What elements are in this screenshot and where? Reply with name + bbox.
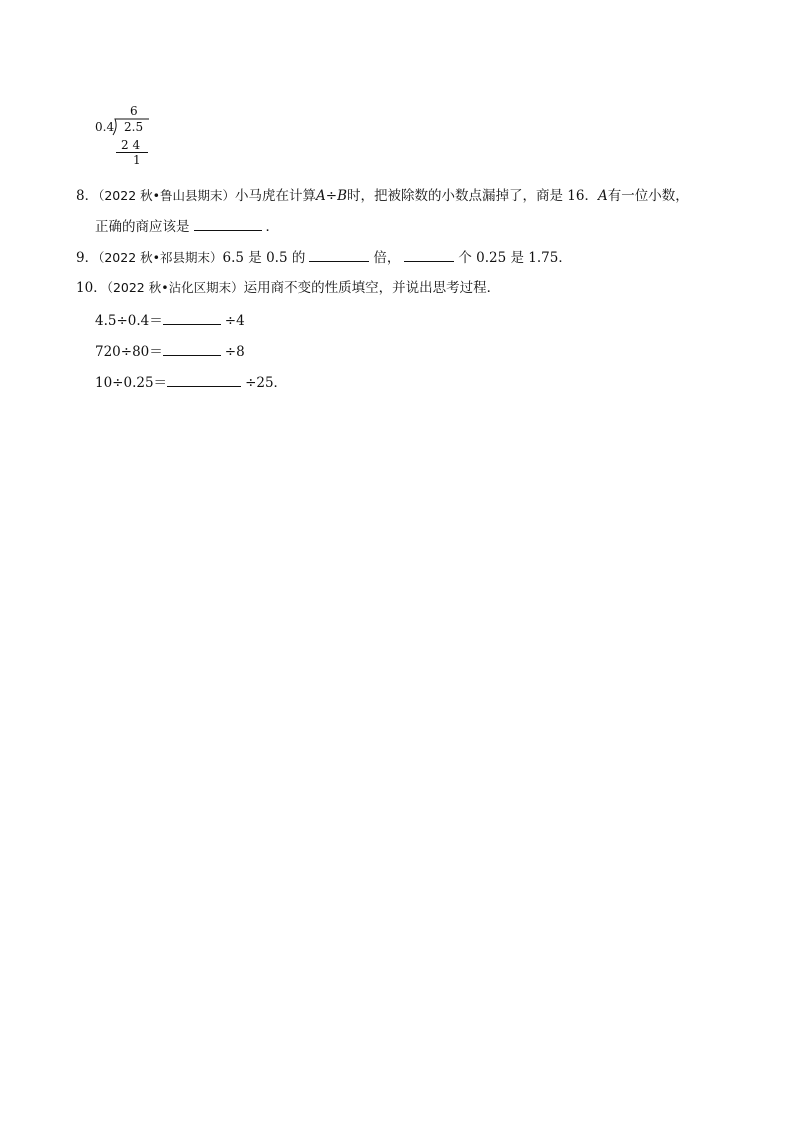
product: 2 4 [121,138,141,152]
question-number: 9 [76,250,85,266]
answer-blank[interactable] [163,311,221,325]
question-9: 9．（2022 秋•祁县期末）6.5 是 0.5 的 倍， 个 0.25 是 1.75． [76,250,572,266]
answer-blank[interactable] [163,342,221,356]
question-10-item-3: 10÷0.25＝ ÷25． [95,375,288,391]
question-text: 时，把被除数的小数点漏掉了，商是 16． [347,188,598,204]
question-text: 个 0.25 是 1.75． [458,250,572,266]
question-source: （2022 秋•沾化区期末） [106,280,244,295]
quotient: 6 [130,104,138,118]
question-number: 8 [76,188,85,204]
question-8-line-2: 正确的商应该是 ． [95,219,279,235]
question-text: 6.5 是 0.5 的 [222,250,306,266]
remainder: 1 [133,153,141,167]
variable-a: A [316,188,326,204]
subtraction-line [116,152,148,153]
variable-a: A [597,188,608,204]
answer-blank[interactable] [167,373,241,387]
division-sign: ÷ [325,188,338,204]
question-10-item-2: 720÷80＝ ÷8 [95,344,245,360]
dividend: 2.5 [124,120,144,134]
question-8-line-1: 8．（2022 秋•鲁山县期末）小马虎在计算A÷B时，把被除数的小数点漏掉了，商是 16．A有一位小数， [76,188,689,204]
question-10-item-1: 4.5÷0.4＝ ÷4 [95,313,245,329]
question-text: 运用商不变的性质填空，并说出思考过程． [243,280,501,296]
question-text: 正确的商应该是 [95,219,190,235]
divisor: 0.4 [95,120,115,134]
question-text: 有一位小数， [607,188,689,204]
variable-b: B [337,188,347,204]
question-text: 倍， [373,250,401,266]
answer-blank[interactable] [309,248,369,262]
question-source: （2022 秋•祁县期末） [98,250,223,265]
question-text: 小马虎在计算 [235,188,317,204]
question-10: 10．（2022 秋•沾化区期末）运用商不变的性质填空，并说出思考过程． [76,280,501,296]
question-source: （2022 秋•鲁山县期末） [98,188,236,203]
question-number: 10 [76,280,94,296]
answer-blank[interactable] [194,217,262,231]
answer-blank[interactable] [404,248,454,262]
